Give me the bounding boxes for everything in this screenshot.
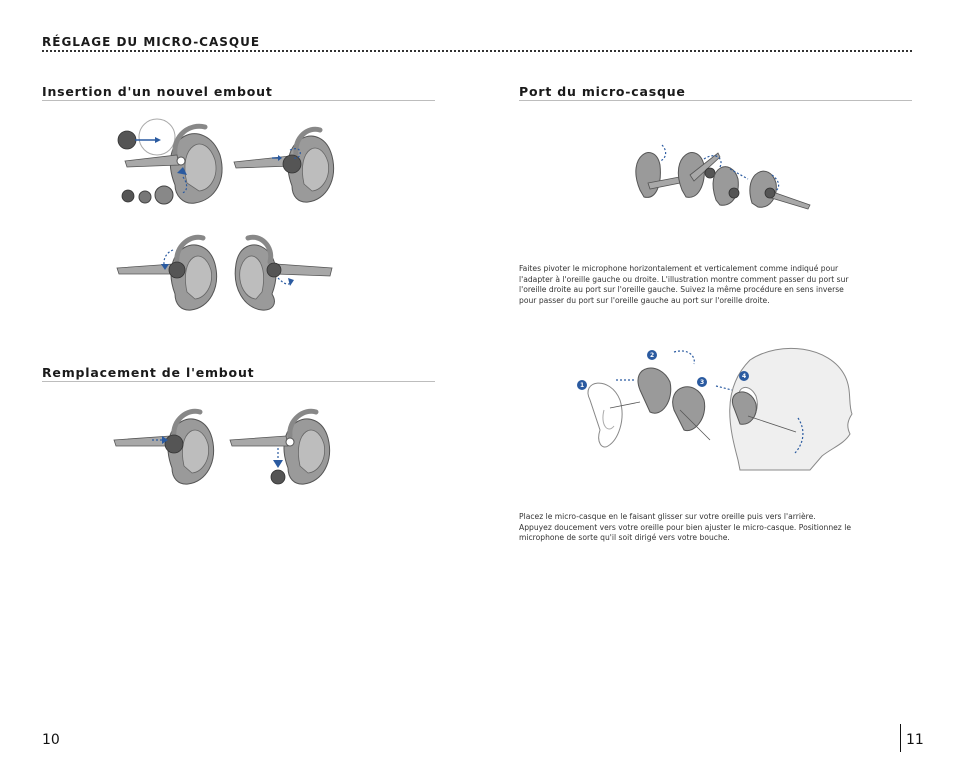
paragraph-line: Placez le micro-casque en le faisant glisser sur votre oreille puis vers l'arrière. xyxy=(519,512,816,521)
section-title-insertion: Insertion d'un nouvel embout xyxy=(42,84,273,99)
headset-illustration-insert-3 xyxy=(115,228,225,316)
wearing-steps-illustration xyxy=(570,330,860,480)
step-label: 1 xyxy=(580,382,585,389)
paragraph-line: Appuyez doucement vers votre oreille pour bien ajuster le micro-casque. Positionnez le xyxy=(519,522,851,532)
header-dotted-rule xyxy=(42,50,912,52)
headset-illustration-replace-2 xyxy=(228,402,338,490)
section-title-replacement: Remplacement de l'embout xyxy=(42,365,255,380)
paragraph-line: microphone de sorte qu'il soit dirigé vers votre bouche. xyxy=(519,533,730,542)
section-rule-wearing xyxy=(519,100,912,101)
step-label: 4 xyxy=(742,373,747,380)
paragraph-line: pour passer du port sur l'oreille gauche au port sur l'oreille droite. xyxy=(519,295,770,305)
page-number-right: 11 xyxy=(906,732,924,748)
headset-illustration-replace-1 xyxy=(112,402,222,490)
headset-illustration-insert-4 xyxy=(232,228,342,316)
paragraph-line: l'oreille droite au port sur l'oreille gauche. Suivez la même procédure en sens inverse xyxy=(519,285,844,294)
page-number-left: 10 xyxy=(42,732,60,748)
headset-illustration-insert-1 xyxy=(115,115,230,210)
paragraph-line: l'adapter à l'oreille gauche ou droite. L'illustration montre comment passer du port sur xyxy=(519,274,849,284)
section-rule-replacement xyxy=(42,381,435,382)
section-title-wearing: Port du micro-casque xyxy=(519,84,686,99)
paragraph-rotate xyxy=(519,264,912,306)
section-rule-insertion xyxy=(42,100,435,101)
paragraph-line: Faites pivoter le microphone horizontalement et verticalement comme indiqué pour xyxy=(519,264,839,273)
step-label: 3 xyxy=(700,379,705,386)
paragraph-place xyxy=(519,512,912,544)
headset-illustration-rotate xyxy=(620,135,820,220)
page-header: RÉGLAGE DU MICRO-CASQUE xyxy=(42,35,261,49)
step-label: 2 xyxy=(650,352,655,359)
headset-illustration-insert-2 xyxy=(232,118,342,208)
page-number-divider xyxy=(900,724,901,752)
